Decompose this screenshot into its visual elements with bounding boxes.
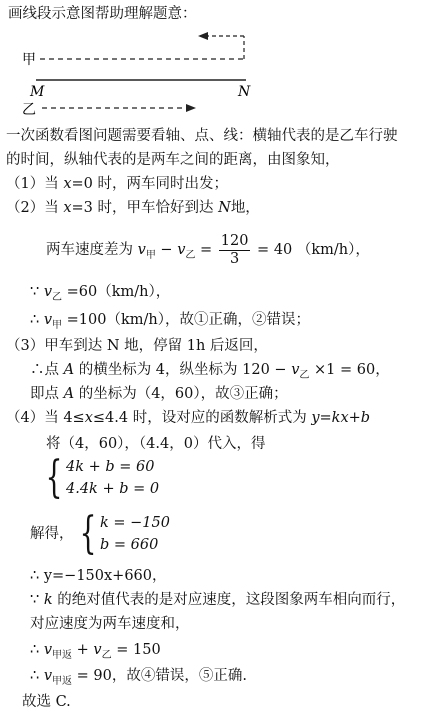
label-m: M bbox=[30, 84, 45, 100]
solution-system bbox=[74, 508, 170, 559]
step-3: （3）甲车到达 N 地，停留 1h 后返回， bbox=[6, 338, 268, 354]
solution-k: k = −150 bbox=[100, 515, 170, 531]
arrow-right-icon bbox=[186, 104, 196, 112]
solve-label: 解得， bbox=[30, 526, 74, 542]
intro-text: 画线段示意图帮助理解题意： bbox=[8, 6, 197, 22]
v-jia-line: ∴ $v_甲 =100(km/h)$，故①正确，②错误； bbox=[30, 312, 310, 331]
return-speed-line: ∴ $v_{甲返} = 90$，故④错误，⑤正确. bbox=[30, 668, 247, 687]
para-line-1: 一次函数看图问题需要看轴、点、线：横轴代表的是乙车行驶 bbox=[6, 128, 398, 144]
speed-difference-line: 两车速度差为 $v_甲 - v_乙$ = $\frac{120}{3}$ = 40 （km/h）， bbox=[46, 232, 370, 267]
speed-sum-line: ∴ $v_{甲返} + v_乙 = 150$ bbox=[30, 642, 161, 661]
label-yi: 乙 bbox=[22, 102, 36, 118]
step-4: （4）当 4≤x≤4.4 时，设对应的函数解析式为 y=kx+b bbox=[6, 410, 371, 426]
k-meaning-line: ∵ k 的绝对值代表的是对应速度，这段图象两车相向而行， bbox=[30, 592, 406, 608]
brace-icon: { bbox=[45, 452, 63, 503]
brace-icon: { bbox=[79, 508, 97, 559]
label-jia: 甲 bbox=[22, 52, 36, 68]
v-yi-line: ∵ $v_乙 =60(km/h)$， bbox=[30, 284, 171, 303]
equation-2: 4.4k + b = 0 bbox=[66, 481, 160, 497]
arrow-left-icon bbox=[198, 32, 208, 40]
fraction-120-3: $\frac{120}{3}$ bbox=[220, 232, 249, 267]
segment-diagram bbox=[0, 24, 443, 124]
substitute-line: 将（4，60），（4.4，0）代入，得 bbox=[46, 436, 266, 452]
step-1: （1）当 x=0 时，两车同时出发； bbox=[6, 176, 229, 192]
function-line: ∴ y=−150x+660， bbox=[30, 568, 167, 584]
relative-speed-line: 对应速度为两车速度和， bbox=[30, 616, 190, 632]
answer-line: 故选 C. bbox=[22, 694, 71, 710]
point-a-result-line: 即点 A 的坐标为（4，60），故③正确； bbox=[30, 386, 288, 402]
point-a-coords-line: ∴点 A 的横坐标为 4，纵坐标为 $120 - v_乙 \times 1 = 60$， bbox=[30, 362, 390, 381]
label-n: N bbox=[238, 84, 251, 100]
solution-b: b = 660 bbox=[100, 537, 159, 553]
step-2: （2）当 x=3 时，甲车恰好到达 N地， bbox=[6, 200, 260, 216]
equation-1: 4k + b = 60 bbox=[66, 459, 155, 475]
equation-system bbox=[40, 452, 160, 503]
para-line-2: 的时间，纵轴代表的是两车之间的距离，由图象知， bbox=[6, 152, 340, 168]
